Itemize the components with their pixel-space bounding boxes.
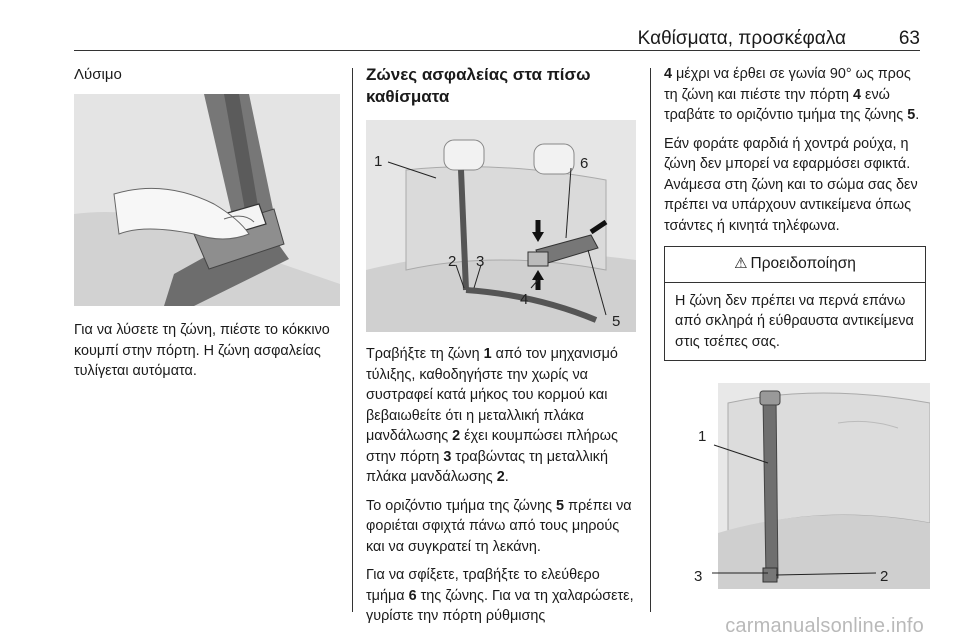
figure-rear-bench-belt [668, 383, 930, 589]
paragraph-fasten: Τραβήξτε τη ζώνη 1 από τον μηχανισμό τύλιξης, καθοδηγήστε την χωρίς να συστραφεί κατά μήκος του κορμού και βεβαιωθείτε ότι η μεταλλική πλάκα μανδάλωσης 2 έχει κουμπώσει πλήρως στην πόρτη 3 τραβώντας τη μεταλλική πλάκα μανδάλωσης 2. [366, 346, 618, 485]
figure-label: 2 [448, 253, 457, 270]
column-right [664, 64, 926, 589]
figure-label: 1 [698, 428, 707, 445]
figure-label: 2 [880, 568, 889, 585]
warning-triangle-icon: ⚠ [734, 255, 748, 272]
paragraph-clothing: Εάν φοράτε φαρδιά ή χοντρά ρούχα, η ζώνη δεν μπορεί να εφαρμόσει σφικτά. Ανάμεσα στη ζώνη και το σώμα σας δεν πρέπει να υπάρχουν αντικείμενα όπως τσάντες ή κινητά τηλέφωνα. [664, 135, 918, 234]
page-header [74, 26, 920, 52]
header-rule [74, 50, 920, 51]
warning-box [664, 246, 926, 361]
paragraph-release: Για να λύσετε τη ζώνη, πιέστε το κόκκινο κουμπί στην πόρτη. Η ζώνη ασφαλείας τυλίγεται αυτόματα. [74, 322, 330, 379]
figure-label: 6 [580, 155, 589, 172]
column-divider [650, 68, 651, 612]
column-divider [352, 68, 353, 612]
section-title-release: Λύσιμο [74, 66, 122, 83]
figure-rear-seat-belt [366, 120, 636, 332]
warning-text: Η ζώνη δεν πρέπει να περνά επάνω από σκληρά ή εύθραυστα αντικείμενα στις τσέπες σας. [675, 292, 914, 350]
figure-label: 5 [612, 313, 621, 330]
figure-label: 1 [374, 153, 383, 170]
watermark: carmanualsonline.info [725, 615, 924, 637]
paragraph-lap-belt: Το οριζόντιο τμήμα της ζώνης 5 πρέπει να φοριέται σφιχτά πάνω από τους μηρούς και να συγκρατεί τη λεκάνη. [366, 497, 632, 555]
figure-label: 3 [694, 568, 703, 585]
column-middle [366, 64, 636, 635]
section-title-rear-belts: Ζώνες ασφαλείας στα πίσω καθίσματα [366, 65, 591, 106]
figure-label: 3 [476, 253, 485, 270]
column-left [74, 64, 340, 390]
warning-title: Προειδοποίηση [750, 255, 856, 272]
warning-header [665, 247, 925, 283]
paragraph-adjust: 4 μέχρι να έρθει σε γωνία 90° ως προς τη ζώνη και πιέστε την πόρτη 4 ενώ τραβάτε το οριζόντιο τμήμα της ζώνης 5. [664, 66, 920, 123]
paragraph-tighten: Για να σφίξετε, τραβήξτε το ελεύθερο τμήμα 6 της ζώνης. Για να τη χαλαρώσετε, γυρίστε την πόρτη ρύθμισης [366, 567, 634, 624]
figure-buckle-release [74, 94, 340, 306]
figure-label: 4 [520, 291, 529, 308]
page-number: 63 [898, 28, 920, 49]
header-title: Καθίσματα, προσκέφαλα [637, 28, 846, 49]
